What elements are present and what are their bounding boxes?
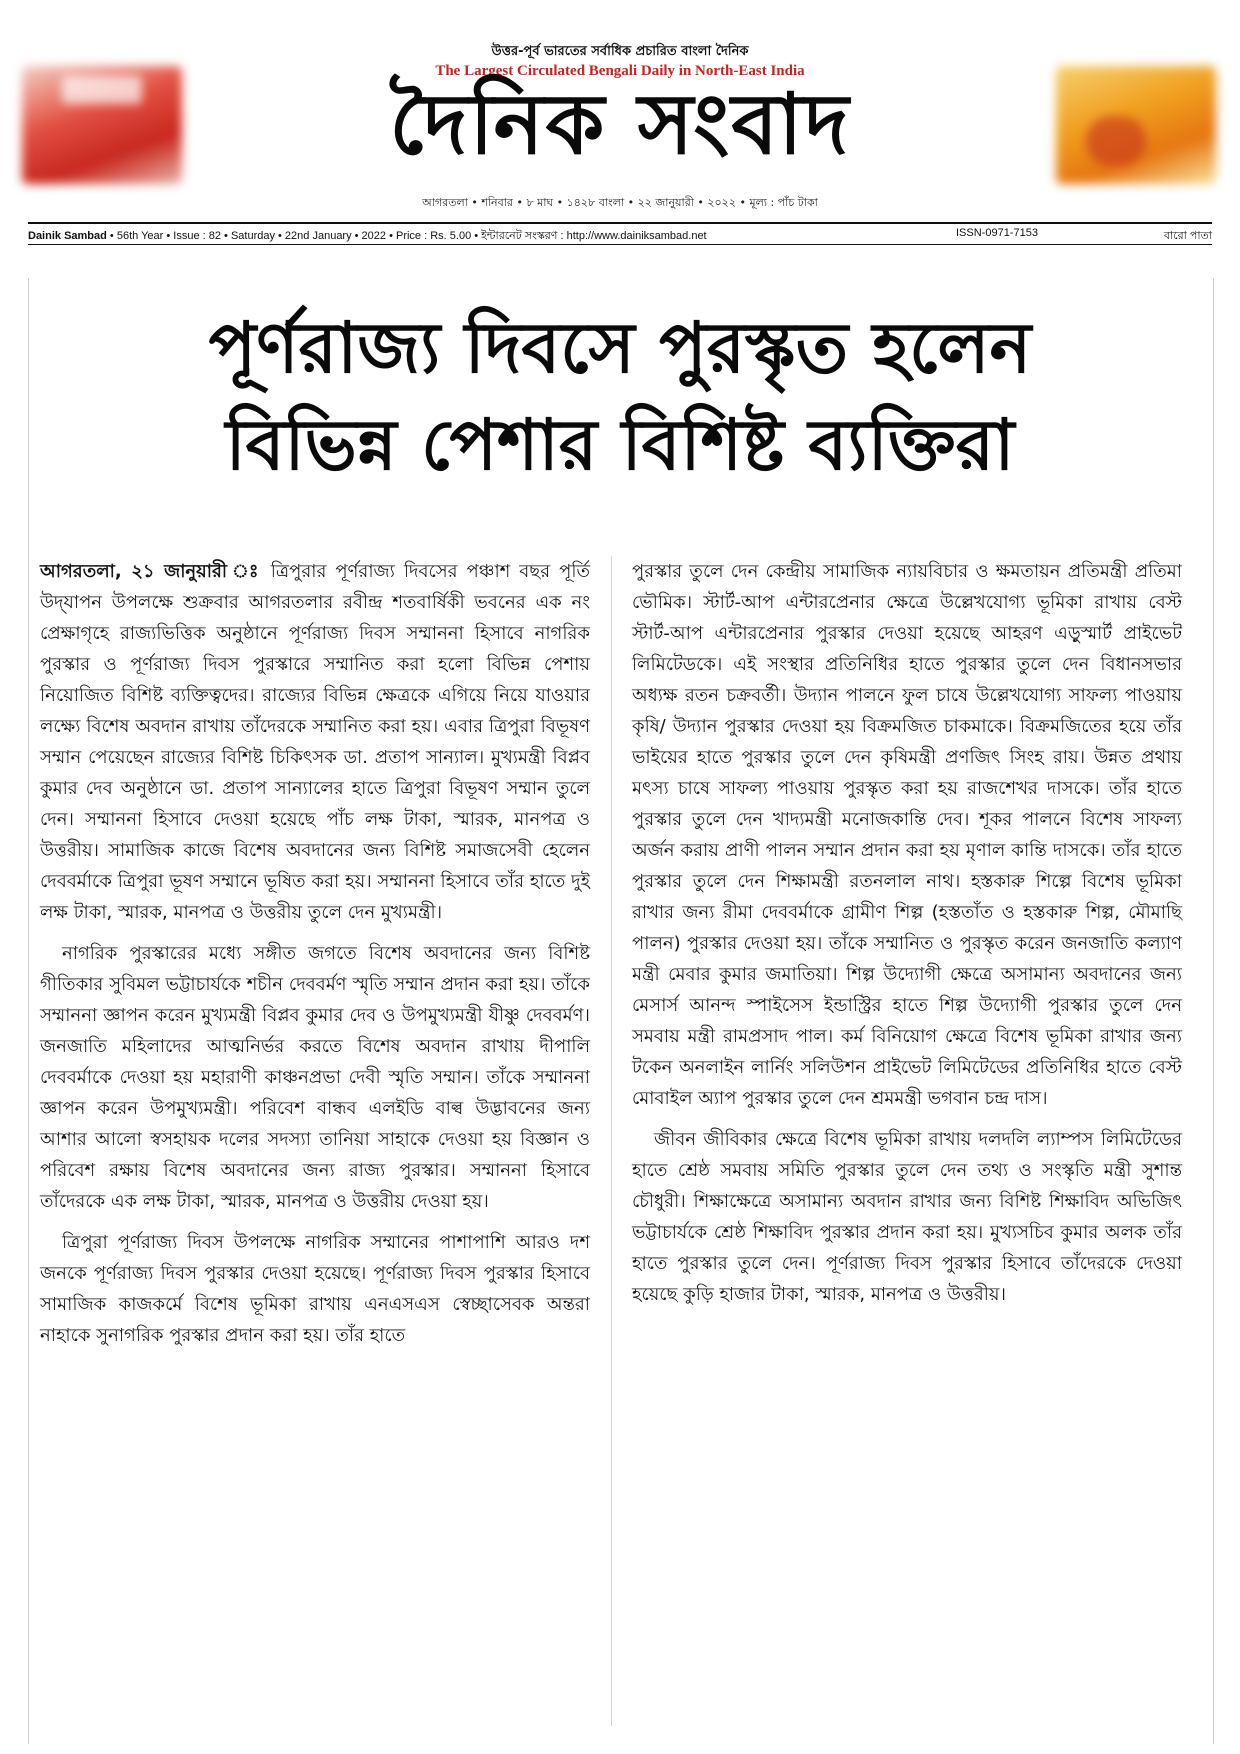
page-count: বারো পাতা xyxy=(1163,230,1212,242)
divider-bottom xyxy=(28,244,1212,245)
article-paragraph: ত্রিপুরা পূর্ণরাজ্য দিবস উপলক্ষে নাগরিক সম্মানের পাশাপাশি আরও দশ জনকে পূর্ণরাজ্য দিবস পুরস্কার দেওয়া হয়েছে। পূর্ণরাজ্য দিবস পুরস্কার হিসাবে সামাজিক কাজকর্মে বিশেষ ভূমিকা রাখায় এনএসএস স্বেচ্ছাসেবক অন্তরা নাহাকে সুনাগরিক পুরস্কার প্রদান করা হয়। তাঁর হাতে xyxy=(40,1232,590,1346)
headline-line-1: পূর্ণরাজ্য দিবসে পুরস্কৃত হলেন xyxy=(208,307,1032,389)
article-paragraph: পুরস্কার তুলে দেন কেন্দ্রীয় সামাজিক ন্যায়বিচার ও ক্ষমতায়ন প্রতিমন্ত্রী প্রতিমা ভৌমিক। স্টার্ট-আপ এন্টারপ্রেনার ক্ষেত্রে উল্লেখযোগ্য ভূমিকা রাখায় বেস্ট স্টার্ট-আপ এন্টারপ্রেনার পুরস্কার দেওয়া হয়েছে আহরণ এড়ুস্মার্ট প্রাইভেট লিমিটেডকে। এই সংস্থার প্রতিনিধির হাতে পুরস্কার তুলে দেন বিধানসভার অধ্যক্ষ রতন চক্রবর্তী। উদ্যান পালনে ফুল চাষে উল্লেখযোগ্য সাফল্য পাওয়ায় কৃষি/ উদ্যান পুরস্কার দেওয়া হয় বিক্রমজিত চাকমাকে। বিক্রমজিতের হয়ে তাঁর ভাইয়ের হাতে পুরস্কার তুলে দেন কৃষিমন্ত্রী প্রণজিৎ সিংহ রায়। উন্নত প্রথায় মৎস্য চাষে সাফল্য পাওয়ায় পুরস্কৃত করা হয় রাজশেখর দাসকে। তাঁর হাতে পুরস্কার তুলে দেন খাদ্যমন্ত্রী মনোজকান্তি দেব। শূকর পালনে বিশেষ সাফল্য অর্জন করায় প্রাণী পালন সম্মান প্রদান করা হয় মৃণাল কান্তি দাসকে। তাঁর হাতে পুরস্কার তুলে দেন শিক্ষামন্ত্রী রতনলাল নাথ। হস্তকারু শিল্পে বিশেষ ভূমিকা রাখার জন্য রীমা দেববর্মাকে গ্রামীণ শিল্প (হস্ততাঁত ও হস্তকারু শিল্প, মৌমাছি পালন) পুরস্কার দেওয়া হয়। তাঁকে সম্মানিত ও পুরস্কৃত করেন জনজাতি কল্যাণ মন্ত্রী মেবার কুমার জমাতিয়া। শিল্প উদ্যোগী ক্ষেত্রে অসামান্য অবদানের জন্য মেসার্স আনন্দ স্পাইসেস ইন্ডাস্ট্রির হাতে শিল্প উদ্যোগী পুরস্কার তুলে দেন সমবায় মন্ত্রী রামপ্রসাদ পাল। কর্ম বিনিয়োগ ক্ষেত্রে বিশেষ ভূমিকা রাখার জন্য টকেন অনলাইন লার্নিং সলিউশন প্রাইভেট লিমিটেডের প্রতিনিধির হাতে বেস্ট মোবাইল অ্যাপ পুরস্কার তুলে দেন শ্রমমন্ত্রী ভগবান চন্দ্র দাস। xyxy=(632,561,1182,1109)
article-paragraph: জীবন জীবিকার ক্ষেত্রে বিশেষ ভূমিকা রাখায় দলদলি ল্যাম্পস লিমিটেডের হাতে শ্রেষ্ঠ সমবায় সমিতি পুরস্কার তুলে দেন তথ্য ও সংস্কৃতি মন্ত্রী সুশান্ত চৌধুরী। শিক্ষাক্ষেত্রে অসামান্য অবদান রাখার জন্য বিশিষ্ট শিক্ষাবিদ অভিজিৎ ভট্টাচার্যকে শ্রেষ্ঠ শিক্ষাবিদ পুরস্কার প্রদান করা হয়। মুখ্যসচিব কুমার অলক তাঁর হাতে পুরস্কার তুলে দেন। পূর্ণরাজ্য দিবস পুরস্কার হিসাবে তাঁদেরকে দেওয়া হয়েছে কুড়ি হাজার টাকা, স্মারক, মানপত্র ও উত্তরীয়। xyxy=(632,1129,1182,1305)
tagline-bengali: উত্তর-পূর্ব ভারতের সর্বাধিক প্রচারিত বাংলা দৈনিক xyxy=(491,44,749,59)
headline-line-2: বিভিন্ন পেশার বিশিষ্ট ব্যক্তিরা xyxy=(225,403,1015,486)
issn-number: ISSN-0971-7153 xyxy=(956,227,1038,239)
article-paragraph: নাগরিক পুরস্কারের মধ্যে সঙ্গীত জগতে বিশেষ অবদানের জন্য বিশিষ্ট গীতিকার সুবিমল ভট্টাচার্যকে শচীন দেববর্মণ স্মৃতি সম্মান প্রদান করা হয়। তাঁকে সম্মাননা জ্ঞাপন করেন মুখ্যমন্ত্রী বিপ্লব কুমার দেব ও উপমুখ্যমন্ত্রী যীষ্ণু দেববর্মণ। জনজাতি মহিলাদের আত্মনির্ভর করতে বিশেষ অবদান রাখায় দীপালি দেববর্মাকে দেওয়া হয় মহারাণী কাঞ্চনপ্রভা দেবী স্মৃতি সম্মান। তাঁকে সম্মাননা জ্ঞাপন করেন উপমুখ্যমন্ত্রী। পরিবেশ বান্ধব এলইডি বাল্ব উদ্ভাবনের জন্য আশার আলো স্বসহায়ক দলের সদস্যা তানিয়া সাহাকে দেওয়া হয় বিজ্ঞান ও পরিবেশ রক্ষায় বিশেষ অবদানের জন্য রাজ্য পুরস্কার। সম্মাননা হিসাবে তাঁদেরকে এক লক্ষ টাকা, স্মারক, মানপত্র ও উত্তরীয় দেওয়া হয়। xyxy=(40,943,590,1212)
divider-top xyxy=(28,222,1212,224)
dateline-bengali: আগরতলা • শনিবার • ৮ মাঘ • ১৪২৮ বাংলা • ২২ জানুয়ারী • ২০২২ • মূল্য : পাঁচ টাকা xyxy=(422,196,818,209)
article-lead: আগরতলা, ২১ জানুয়ারী ঃ xyxy=(40,561,262,582)
paper-name-english: Dainik Sambad xyxy=(28,230,107,242)
column-divider xyxy=(611,556,612,1726)
issue-meta: • 56th Year • Issue : 82 • Saturday • 22nd January • 2022 • Price : Rs. 5.00 • ইন্টারনেট সংস্করণ : http://www.dainiksambad.net xyxy=(109,230,707,242)
article-column-left xyxy=(40,556,590,1361)
masthead xyxy=(0,0,1240,250)
newspaper-name: দৈনিক সংবাদ xyxy=(389,75,851,173)
tagline-english: The Largest Circulated Bengali Daily in North-East India xyxy=(435,63,805,79)
headline xyxy=(40,300,1200,493)
article-text: ত্রিপুরার পূর্ণরাজ্য দিবসের পঞ্চাশ বছর পূর্তি উদ্‌যাপন উপলক্ষে শুক্রবার আগরতলার রবীন্দ্র শতবার্ষিকী ভবনের এক নং প্রেক্ষাগৃহে রাজ্যভিত্তিক অনুষ্ঠানে পূর্ণরাজ্য দিবস সম্মাননা হিসাবে নাগরিক পুরস্কার ও পূর্ণরাজ্য দিবস পুরস্কারে সম্মানিত করা হলো বিভিন্ন পেশায় নিয়োজিত বিশিষ্ট ব্যক্তিত্বদের। রাজ্যের বিভিন্ন ক্ষেত্রকে এগিয়ে নিয়ে যাওয়ার লক্ষ্যে বিশেষ অবদান রাখায় তাঁদেরকে সম্মানিত করা হয়। এবার ত্রিপুরা বিভূষণ সম্মান পেয়েছেন রাজ্যের বিশিষ্ট চিকিৎসক ডা. প্রতাপ সান্যাল। মুখ্যমন্ত্রী বিপ্লব কুমার দেব অনুষ্ঠানে ডা. প্রতাপ সান্যালের হাতে ত্রিপুরা বিভূষণ সম্মান তুলে দেন। সম্মাননা হিসাবে দেওয়া হয়েছে পাঁচ লক্ষ টাকা, স্মারক, মানপত্র ও উত্তরীয়। সামাজিক কাজে বিশেষ অবদানের জন্য বিশিষ্ট সমাজসেবী হেলেন দেববর্মাকে ত্রিপুরা ভূষণ সম্মানে ভূষিত করা হয়। সম্মাননা হিসাবে তাঁর হাতে দুই লক্ষ টাকা, স্মারক, মানপত্র ও উত্তরীয় তুলে দেন মুখ্যমন্ত্রী। xyxy=(40,561,590,923)
article-paragraph xyxy=(40,556,590,928)
article-column-right xyxy=(632,556,1182,1320)
info-bar xyxy=(28,227,1212,243)
